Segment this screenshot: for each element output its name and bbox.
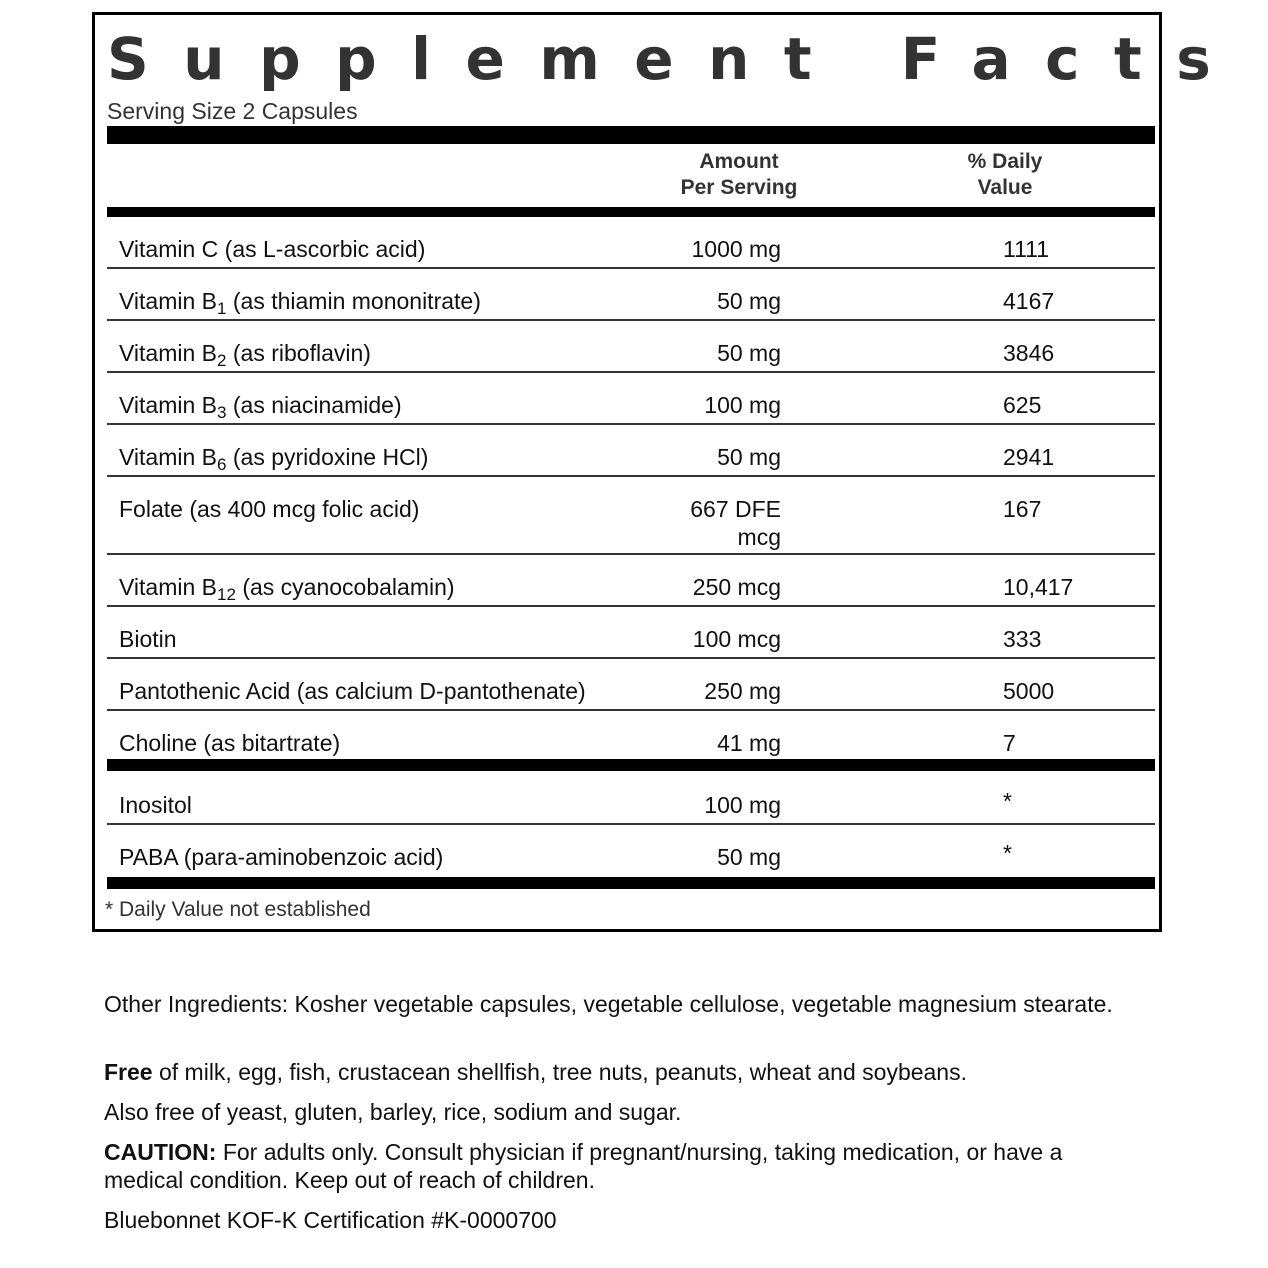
- amount-header-line2: Per Serving: [680, 176, 798, 199]
- nutrient-daily-value: 7: [1003, 730, 1016, 756]
- nutrient-row-pantothenic-acid: [107, 659, 1155, 711]
- nutrient-name: Pantothenic Acid (as calcium D-pantothenate): [119, 678, 586, 704]
- nutrient-row-paba: [107, 825, 1155, 877]
- column-header-amount: [639, 149, 839, 201]
- nutrient-daily-value: *: [1003, 840, 1012, 866]
- nutrient-daily-value: *: [1003, 788, 1012, 814]
- caution-text: For adults only. Consult physician if pregnant/nursing, taking medication, or have a medical condition. Keep out of reach of children.: [104, 1139, 1063, 1193]
- nutrient-daily-value: 4167: [1003, 288, 1055, 314]
- nutrient-daily-value: 2941: [1003, 444, 1055, 470]
- thick-divider: [107, 759, 1155, 771]
- nutrient-amount: 250 mcg: [692, 574, 781, 600]
- nutrient-daily-value: 10,417: [1003, 574, 1074, 600]
- nutrient-name: Vitamin C (as L-ascorbic acid): [119, 236, 426, 262]
- panel-title: Supplement Facts: [107, 25, 1246, 93]
- amount-header-line1: Amount: [699, 150, 779, 173]
- daily-value-footnote: * Daily Value not established: [105, 898, 371, 921]
- nutrient-name: Biotin: [119, 626, 177, 652]
- nutrient-name: Vitamin $B_3$ (as niacinamide): [119, 392, 402, 422]
- nutrient-row-vitamin-b6: [107, 425, 1155, 477]
- nutrient-amount: 1000 mg: [691, 236, 781, 262]
- nutrient-amount: 41 mg: [717, 730, 781, 756]
- nutrient-daily-value: 3846: [1003, 340, 1055, 366]
- thick-divider: [107, 207, 1155, 217]
- serving-size: Serving Size 2 Capsules: [107, 98, 358, 124]
- nutrient-name: Choline (as bitartrate): [119, 730, 341, 756]
- certification: Bluebonnet KOF-K Certification #K-0000700: [104, 1207, 557, 1233]
- nutrient-name: PABA (para-aminobenzoic acid): [119, 844, 444, 870]
- nutrient-row-vitamin-b2: [107, 321, 1155, 373]
- other-ingredients: Other Ingredients: Kosher vegetable capsules, vegetable cellulose, vegetable magnesium stearate.: [104, 991, 1113, 1017]
- nutrient-daily-value: 5000: [1003, 678, 1055, 704]
- dv-header-line1: % Daily: [967, 150, 1043, 173]
- nutrient-amount: 50 mg: [717, 340, 781, 366]
- nutrient-row-folate: [107, 477, 1155, 555]
- nutrient-amount-unit: mcg: [737, 524, 781, 550]
- dv-header-line2: Value: [977, 176, 1033, 199]
- nutrient-amount: 50 mg: [717, 288, 781, 314]
- free-bold-label: Free: [104, 1059, 153, 1085]
- nutrient-row-choline: [107, 711, 1155, 759]
- nutrient-amount: 667 DFE: [690, 496, 781, 522]
- nutrient-name: Vitamin $B_2$ (as riboflavin): [119, 340, 371, 370]
- nutrient-daily-value: 625: [1003, 392, 1042, 418]
- nutrient-daily-value: 167: [1003, 496, 1042, 522]
- nutrient-amount: 100 mcg: [692, 626, 781, 652]
- free-text: of milk, egg, fish, crustacean shellfish, tree nuts, peanuts, wheat and soybeans.: [152, 1059, 967, 1085]
- nutrient-daily-value: 333: [1003, 626, 1042, 652]
- thick-divider: [107, 126, 1155, 144]
- allergen-free-statement: [104, 1058, 1134, 1086]
- caution-statement: [104, 1138, 1134, 1194]
- nutrient-row-vitamin-c: [107, 217, 1155, 269]
- also-free-statement: Also free of yeast, gluten, barley, rice, sodium and sugar.: [104, 1099, 682, 1125]
- nutrient-name: Folate (as 400 mcg folic acid): [119, 496, 420, 522]
- nutrient-amount: 50 mg: [717, 444, 781, 470]
- nutrient-name: Inositol: [119, 792, 192, 818]
- nutrient-row-vitamin-b3: [107, 373, 1155, 425]
- nutrient-amount: 100 mg: [704, 392, 781, 418]
- supplement-facts-panel: [92, 12, 1246, 932]
- nutrient-row-vitamin-b12: [107, 555, 1155, 607]
- nutrient-daily-value: 1111: [1003, 236, 1050, 262]
- caution-bold-label: CAUTION:: [104, 1139, 217, 1165]
- nutrient-name: Vitamin $B_1$ (as thiamin mononitrate): [119, 288, 481, 318]
- nutrient-amount: 250 mg: [704, 678, 781, 704]
- nutrient-row-inositol: [107, 771, 1155, 825]
- nutrient-name: Vitamin $B_{12}$ (as cyanocobalamin): [119, 574, 455, 604]
- nutrient-name: Vitamin $B_6$ (as pyridoxine HCl): [119, 444, 429, 474]
- thick-divider: [107, 877, 1155, 889]
- column-header-daily-value: [925, 149, 1085, 201]
- nutrient-amount: 50 mg: [717, 844, 781, 870]
- nutrient-row-vitamin-b1: [107, 269, 1155, 321]
- nutrient-amount: 100 mg: [704, 792, 781, 818]
- nutrient-row-biotin: [107, 607, 1155, 659]
